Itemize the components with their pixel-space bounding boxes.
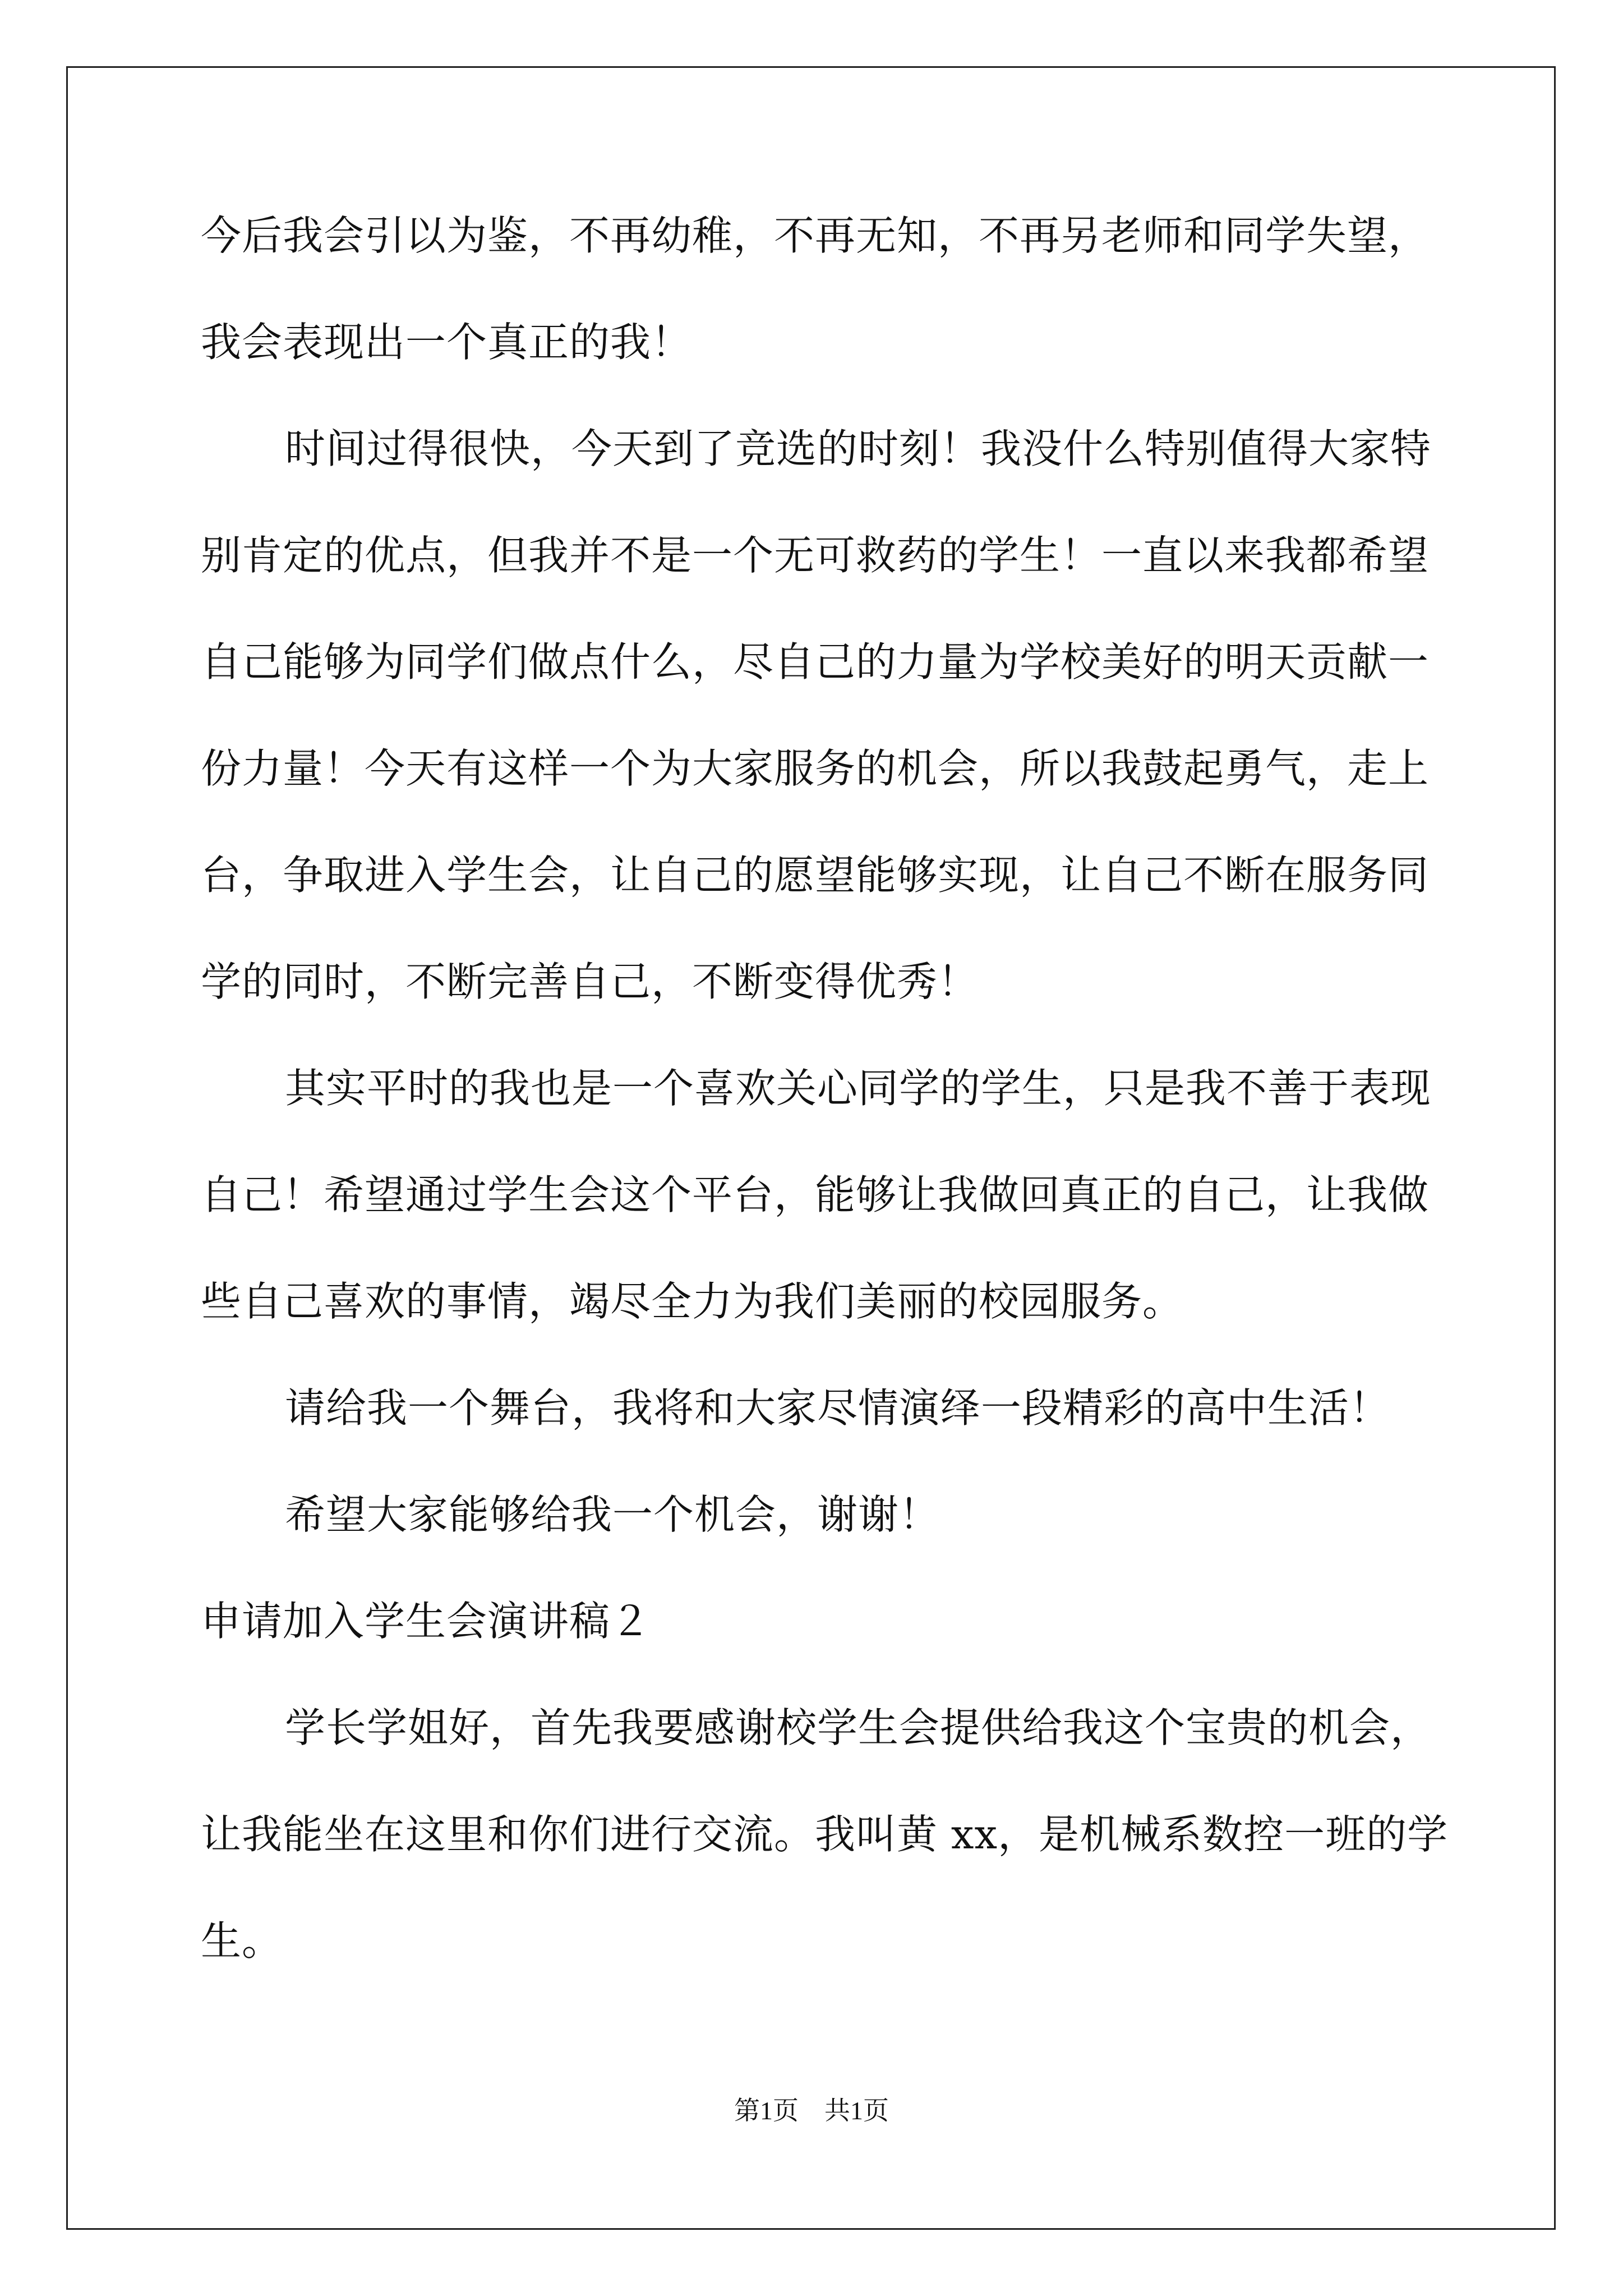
text-line: 自己能够为同学们做点什么，尽自己的力量为学校美好的明天贡献一: [201, 638, 1430, 685]
section-heading: 申请加入学生会演讲稿２: [201, 1598, 652, 1645]
paragraph-start-line: 时间过得很快，今天到了竞选的时刻！我没什么特别值得大家特: [285, 425, 1432, 472]
paragraph-start-line: 其实平时的我也是一个喜欢关心同学的学生，只是我不善于表现: [285, 1065, 1432, 1112]
text-line: 些自己喜欢的事情，竭尽全力为我们美丽的校园服务。: [201, 1278, 1184, 1325]
text-line: 自己！希望通过学生会这个平台，能够让我做回真正的自己，让我做: [201, 1171, 1430, 1218]
text-line: 今后我会引以为鉴，不再幼稚，不再无知，不再另老师和同学失望，: [201, 212, 1430, 259]
paragraph-start-line: 希望大家能够给我一个机会，谢谢！: [285, 1491, 940, 1538]
text-line: 台，争取进入学生会，让自己的愿望能够实现，让自己不断在服务同: [201, 852, 1430, 899]
text-line: 学的同时，不断完善自己，不断变得优秀！: [201, 958, 979, 1005]
paragraph-start-line: 学长学姐好，首先我要感谢校学生会提供给我这个宝贵的机会，: [285, 1704, 1432, 1751]
text-line: 让我能坐在这里和你们进行交流。我叫黄 xx，是机械系数控一班的学: [201, 1811, 1449, 1858]
page-number-footer: 第1页 共1页: [734, 2096, 889, 2125]
paragraph-start-line: 请给我一个舞台，我将和大家尽情演绎一段精彩的高中生活！: [285, 1384, 1391, 1432]
text-line: 生。: [201, 1917, 283, 1964]
text-line: 别肯定的优点，但我并不是一个无可救药的学生！一直以来我都希望: [201, 532, 1430, 579]
page-border: [66, 66, 1556, 2230]
text-line: 份力量！今天有这样一个为大家服务的机会，所以我鼓起勇气，走上: [201, 745, 1430, 792]
text-line: 我会表现出一个真正的我！: [201, 319, 693, 366]
